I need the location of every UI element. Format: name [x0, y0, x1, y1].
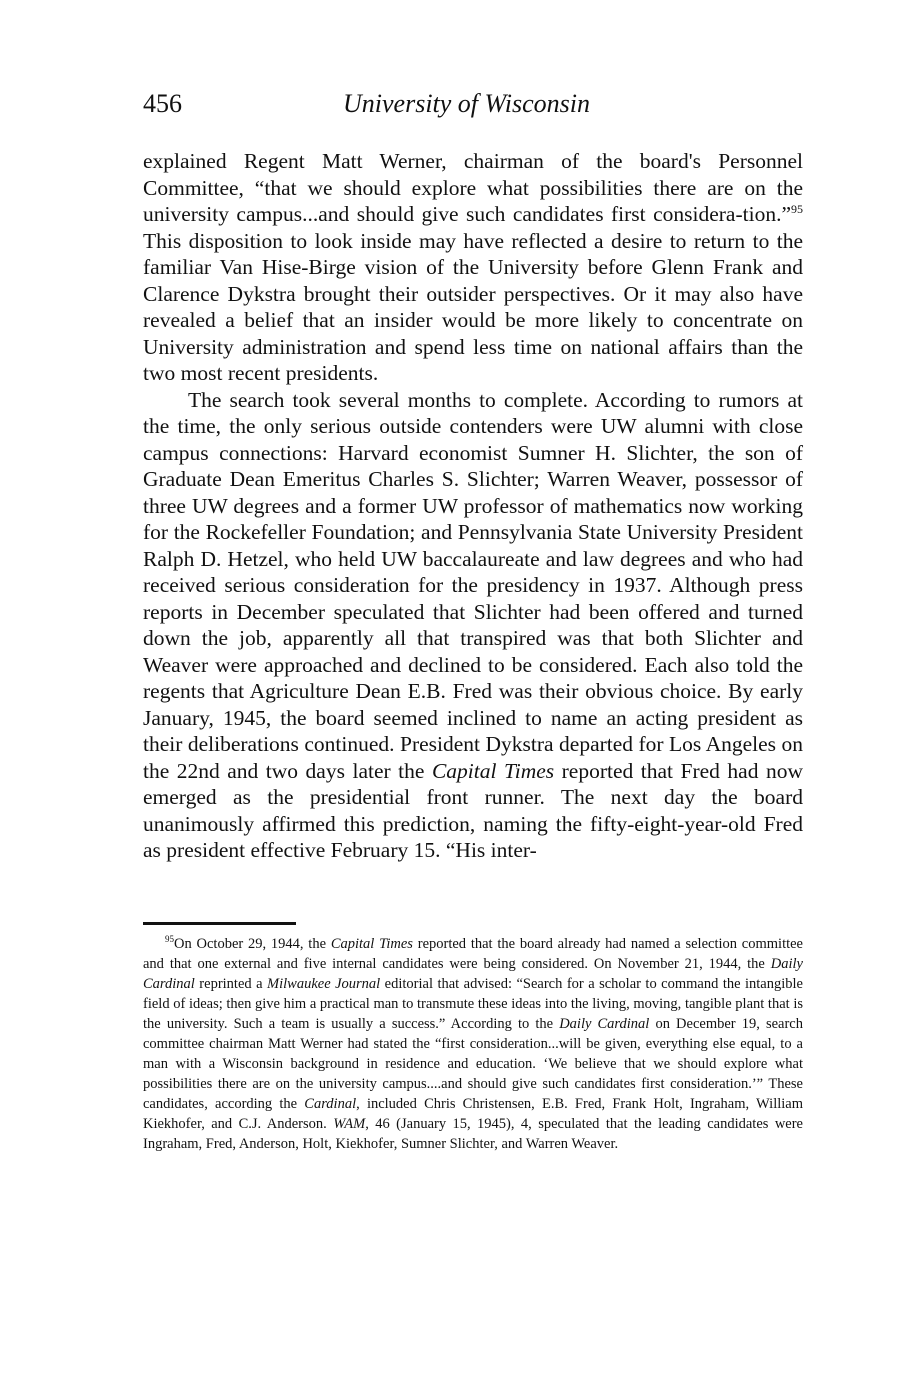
page-header: [143, 88, 803, 128]
newspaper-title: Daily Cardinal: [143, 956, 803, 992]
text-run: on December 19, search committee chairman Matt Werner had stated the “first consideration...will be given, everything else equal, to a man with a Wisconsin background in residence and education. ‘We believe that we should explore what possibilities there are on the university campus....and should give such candidates first consideration.’” These candidates, according the: [143, 1016, 803, 1112]
text-run: , 46 (January 15, 1945), 4, speculated that the leading candidates were Ingraham, Fred, Anderson, Holt, Kiekhofer, Sumner Slichter, and Warren Weaver.: [143, 1116, 803, 1152]
footnote: [143, 934, 803, 1154]
text-run: , included Chris Christensen, E.B. Fred, Frank Holt, Ingraham, William Kiekhofer, and C.J. Anderson.: [143, 1096, 803, 1132]
text-run: explained Regent Matt Werner, chairman of the board's Personnel Committee, “that we should explore what possibilities there are on the university campus...and should give such candidates first considera-tion.”: [143, 149, 803, 226]
newspaper-title: Cardinal: [304, 1096, 357, 1112]
paragraph: [143, 387, 803, 864]
footnote-reference: 95: [791, 202, 803, 216]
main-text: [143, 148, 803, 864]
text-run: reported that Fred had now emerged as the presidential front runner. The next day the board unanimously affirmed this prediction, naming the fifty-eight-year-old Fred as president effective February 15. “His inter-: [143, 758, 803, 862]
text-run: editorial that advised: “Search for a scholar to command the intangible field of ideas; then give him a practical man to transmute these ideas into the living, moving, tangible plant that is the university. Such a team is usually a success.” According to the: [143, 976, 803, 1032]
newspaper-title: Capital Times: [431, 758, 555, 783]
text-run: This disposition to look inside may have reflected a desire to return to the familiar Van Hise-Birge vision of the University before Glenn Frank and Clarence Dykstra brought their outsider perspectives. Or it may also have revealed a belief that an insider would be more likely to concentrate on University administration and spend less time on national affairs than the two most recent presidents.: [143, 228, 803, 385]
text-run: reprinted a: [194, 976, 268, 992]
paragraph: [143, 148, 803, 387]
newspaper-title: Milwaukee Journal: [267, 976, 381, 992]
text-run: reported that the board already had named a selection committee and that one external and five internal candidates were being considered. On November 21, 1944, the: [143, 936, 803, 972]
text-run: The search took several months to complete. According to rumors at the time, the only serious outside contenders were UW alumni with close campus connections: Harvard economist Sumner H. Slichter, the son of Graduate Dean Emeritus Charles S. Slichter; Warren Weaver, possessor of three UW degrees and a former UW professor of mathematics now working for the Rockefeller Foundation; and Pennsylvania State University President Ralph D. Hetzel, who held UW baccalaureate and law degrees and who had received serious consideration for the presidency in 1937. Although press reports in December speculated that Slichter had been offered and turned down the job, apparently all that transpired was that both Slichter and Weaver were approached and declined to be considered. Each also told the regents that Agriculture Dean E.B. Fred was their obvious choice. By early January, 1945, the board seemed inclined to name an acting president as their deliberations continued. President Dykstra departed for Los Angeles on the 22nd and two days later the: [143, 387, 803, 783]
newspaper-title: Daily Cardinal: [559, 1016, 650, 1032]
page-number: 456: [143, 89, 182, 118]
publication-abbreviation: WAM: [333, 1116, 366, 1132]
footnote-divider: [143, 922, 296, 925]
newspaper-title: Capital Times: [330, 936, 413, 952]
text-run: On October 29, 1944, the: [174, 936, 331, 952]
running-title: University of Wisconsin: [343, 89, 590, 118]
footnote-number: 95: [165, 934, 174, 944]
